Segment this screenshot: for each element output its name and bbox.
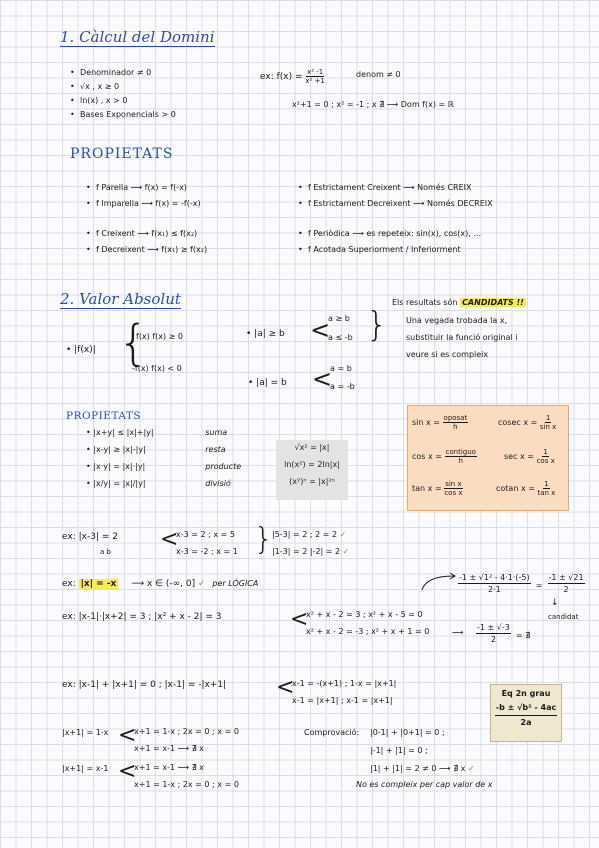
quadratic-solution-2: $\frac{-1 \pm √-3}{2}$ = ∄ xyxy=(477,623,531,644)
example5-eq1-case1: x+1 = 1-x ; 2x = 0 ; x = 0 xyxy=(134,727,239,736)
trig-csc: cosec x = $\frac{1}{\text{sin x}}$ xyxy=(498,414,557,431)
ineq-eq-case-a: a = b xyxy=(330,364,352,373)
example5-eq2: |x+1| = x-1 xyxy=(62,764,109,773)
property-label: resta xyxy=(205,445,226,454)
example4-case1: x-1 = -(x+1) ; 1-x = |x+1| xyxy=(292,679,397,688)
verification-line: |-1| + |1| = 0 ; xyxy=(370,746,428,755)
abs-properties-title: PROPIETATS xyxy=(66,410,142,422)
list-item: • Bases Exponencials > 0 xyxy=(80,110,176,120)
trig-cot: cotan x = $\frac{1}{\text{tan x}}$ xyxy=(496,480,556,497)
fork-icon: < xyxy=(310,316,331,344)
arrow-icon: ⟶ xyxy=(452,628,464,637)
identity: (x²)ⁿ = |x|²ⁿ xyxy=(289,477,335,486)
example1-ab-labels: a b xyxy=(100,548,111,556)
property-label: producte xyxy=(205,462,242,471)
example2: ex: |x| = -x ⟶ x ∈ (-∞, 0] ✓ per LÒGICA xyxy=(62,579,259,589)
trig-cos: cos x = $\frac{\text{contiguo}}{h}$ xyxy=(412,448,476,465)
example1-verify2: |1-3| = 2 |-2| = 2 ✓ xyxy=(272,547,350,556)
abs-case-positive: f(x) f(x) ≥ 0 xyxy=(136,332,184,341)
list-item: • f Creixent ⟶ f(x₁) ≤ f(x₂) xyxy=(96,229,207,239)
quadratic-formula-box xyxy=(490,684,562,742)
identity: √x² = |x| xyxy=(294,443,330,452)
grey-identities-box xyxy=(276,440,348,500)
trig-sin: sin x = $\frac{\text{oposat}}{h}$ xyxy=(412,414,468,431)
check-icon: ✓ xyxy=(467,764,475,773)
fork-icon: < xyxy=(276,675,295,700)
verification-line: |1| + |1| = 2 ≠ 0 ⟶ ∄ x ✓ xyxy=(370,764,475,773)
list-item: • f Periòdica ⟶ es repeteix: sin(x), cos(x), ... xyxy=(308,229,493,239)
section2-title: 2. Valor Absolut xyxy=(60,290,181,308)
property-expr: |x-y| ≥ |x|-|y| xyxy=(93,445,146,454)
list-item: • f Parella ⟶ f(x) = f(-x) xyxy=(96,183,207,193)
domain-example-solution: x²+1 = 0 ; x² = -1 ; x ∄ ⟶ Dom f(x) = ℝ xyxy=(292,100,455,109)
list-item: • f Imparella ⟶ f(x) = -f(-x) xyxy=(96,199,207,209)
candidates-highlight: CANDIDATS !! xyxy=(462,298,524,307)
list-item: • f Estrictament Creixent ⟶ Només CREIX xyxy=(308,183,493,193)
abs-definition: • |f(x)| xyxy=(66,345,96,355)
abs-eq: • |a| = b xyxy=(248,378,287,388)
example3-case1: x² + x - 2 = 3 ; x² + x - 5 = 0 xyxy=(306,610,423,619)
domain-example-denom: denom ≠ 0 xyxy=(356,70,401,79)
properties-title: PROPIETATS xyxy=(70,146,174,162)
candidate-label: candidat xyxy=(548,613,579,621)
curved-arrow-icon xyxy=(418,572,458,592)
verification-label: Comprovació: xyxy=(304,728,360,737)
example5-eq2-case2: x+1 = 1-x ; 2x = 0 ; x = 0 xyxy=(134,780,239,789)
domain-rules-list xyxy=(80,68,176,120)
trig-identities-box xyxy=(407,405,569,511)
example5-eq2-case1: x+1 = x-1 ⟶ ∄ x xyxy=(134,763,204,772)
property-label: divisió xyxy=(205,479,231,488)
abs-ineq-ge: • |a| ≥ b xyxy=(246,329,285,339)
abs-case-negative: -f(x) f(x) < 0 xyxy=(132,364,182,373)
list-item: • ln(x) , x > 0 xyxy=(80,96,176,106)
list-item: • |x/y| = |x|/|y| divisió xyxy=(86,479,231,488)
quadratic-solution-1: $\frac{\text{-1 ± √1² - 4·1·(-5)}}{2\cdot 1}$ = $\frac{-1 \pm √21}{2}$ xyxy=(459,573,584,594)
ineq-eq-label: |a| = b xyxy=(256,378,287,388)
brace-icon: { xyxy=(118,315,149,371)
example2-highlight: |x| = -x xyxy=(80,579,117,589)
section1-title: 1. Càlcul del Domini xyxy=(60,28,215,46)
check-icon: ✓ xyxy=(339,530,347,539)
property-expr: |x·y| = |x|·|y| xyxy=(93,462,146,471)
ineq-ge-case-b: a ≤ -b xyxy=(328,333,353,342)
example5-eq1: |x+1| = 1-x xyxy=(62,728,109,737)
example1-case1: x-3 = 2 ; x = 5 xyxy=(176,530,235,539)
abs-function: |f(x)| xyxy=(74,345,96,355)
list-item: • |x·y| = |x|·|y| producte xyxy=(86,462,242,471)
list-item: • f Estrictament Decreixent ⟶ Només DECREIX xyxy=(308,199,493,209)
fork-icon: < xyxy=(160,527,179,552)
abs-properties-list xyxy=(86,428,241,496)
note-line: substituir la funció original i xyxy=(406,333,518,342)
list-item: • |x-y| ≥ |x|-|y| resta xyxy=(86,445,226,454)
trig-sec: sec x = $\frac{1}{\text{cos x}}$ xyxy=(504,448,555,465)
example1-verify1: |5-3| = 2 ; 2 = 2 ✓ xyxy=(272,530,347,539)
example3-equation: ex: |x-1|·|x+2| = 3 ; |x² + x - 2| = 3 xyxy=(62,612,222,622)
property-label: suma xyxy=(205,428,228,437)
property-expr: |x+y| ≤ |x|+|y| xyxy=(93,428,154,437)
list-item: • |x+y| ≤ |x|+|y| suma xyxy=(86,428,228,437)
ineq-ge-label: |a| ≥ b xyxy=(254,329,285,339)
closing-brace-icon: } xyxy=(254,522,274,557)
example4-equation: ex: |x-1| + |x+1| = 0 ; |x-1| = -|x+1| xyxy=(62,680,227,690)
quadratic-formula: $\frac{\text{-b ± √b² - 4ac}}{2a}$ xyxy=(495,703,557,727)
property-expr: |x/y| = |x|/|y| xyxy=(93,479,146,488)
list-item: • √x , x ≥ 0 xyxy=(80,82,176,92)
example1-equation: ex: |x-3| = 2 xyxy=(62,532,118,542)
check-icon: ✓ xyxy=(342,547,350,556)
trig-tan: tan x = $\frac{\text{sin x}}{\text{cos x}}$ xyxy=(412,480,463,497)
check-icon: ✓ xyxy=(197,579,206,589)
example4-case2: x-1 = |x+1| ; x-1 = |x+1| xyxy=(292,696,393,705)
list-item: • f Acotada Superiorment / Inferiorment xyxy=(308,245,493,255)
fork-icon: < xyxy=(118,723,137,748)
note-line: Una vegada trobada la x, xyxy=(406,316,508,325)
domain-example-function: ex: f(x) = $\frac{\text{x² -1}}{\text{x² +1}}$ xyxy=(260,68,325,85)
fork-icon: < xyxy=(312,365,333,393)
identity: ln(x²) = 2ln|x| xyxy=(284,460,340,469)
closing-brace-icon: } xyxy=(366,305,388,345)
down-arrow-icon: ↓ xyxy=(551,598,559,608)
verification-conclusion: No es compleix per cap valor de x xyxy=(356,780,493,789)
ineq-eq-case-b: a = -b xyxy=(330,382,355,391)
list-item: • f Decreixent ⟶ f(x₁) ≥ f(x₂) xyxy=(96,245,207,255)
example5-eq1-case2: x+1 = x-1 ⟶ ∄ x xyxy=(134,744,204,753)
fork-icon: < xyxy=(118,759,137,784)
list-item: • Denominador ≠ 0 xyxy=(80,68,176,78)
note-prefix: Els resultats són xyxy=(392,298,458,307)
verification-line: |0-1| + |0+1| = 0 ; xyxy=(370,728,445,737)
function-properties-left xyxy=(96,183,207,255)
fork-icon: < xyxy=(290,607,309,632)
note-line: veure si es compleix xyxy=(406,350,489,359)
example3-case2: x² + x - 2 = -3 ; x² + x + 1 = 0 xyxy=(306,627,430,636)
candidates-note xyxy=(392,298,526,308)
quadratic-formula-title: Eq 2n grau xyxy=(501,689,551,698)
ineq-ge-case-a: a ≥ b xyxy=(328,314,350,323)
example1-case2: x-3 = -2 ; x = 1 xyxy=(176,547,238,556)
function-properties-right xyxy=(308,183,493,255)
